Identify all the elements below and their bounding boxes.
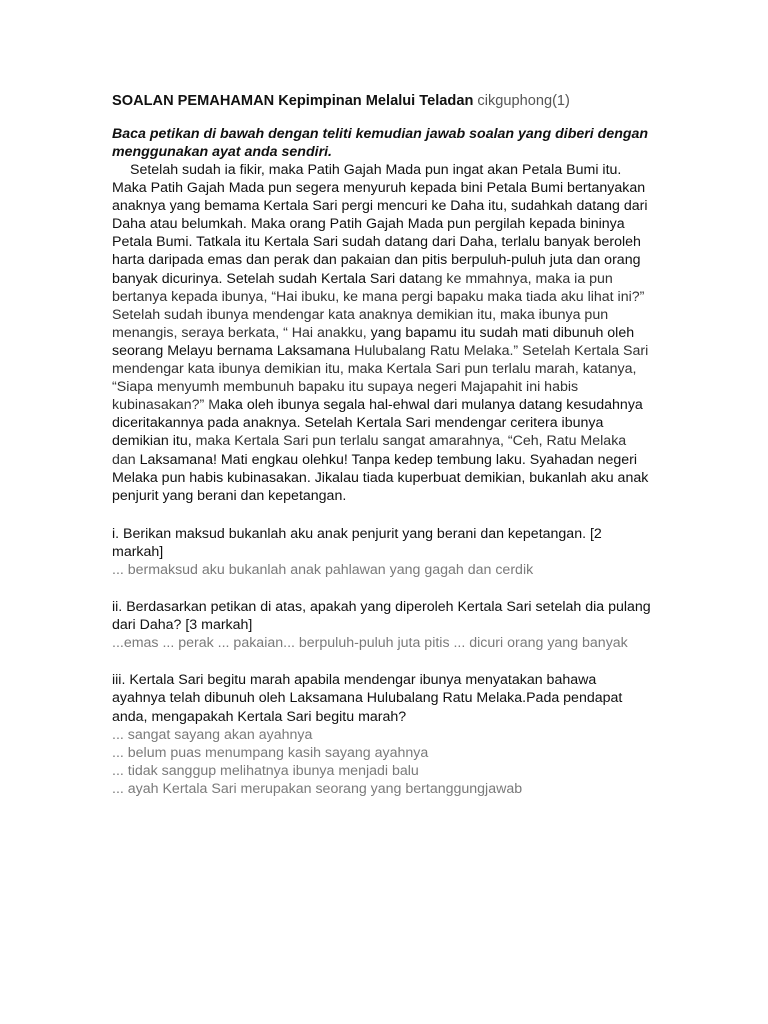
answer-text: ... belum puas menumpang kasih sayang ayahnya <box>112 744 429 761</box>
passage-text <box>112 161 652 505</box>
answer-text: ...emas ... perak ... pakaian... berpuluh-puluh juta pitis ... dicuri orang yang banyak <box>112 635 628 652</box>
instruction-text: Baca petikan di bawah dengan teliti kemudian jawab soalan yang diberi dengan menggunakan ayat anda sendiri. <box>112 126 649 160</box>
answer-text: ... bermaksud aku bukanlah anak pahlawan yang gagah dan cerdik <box>112 561 534 578</box>
passage-part-5: aka oleh ibunya segala hal-ehwal dari mulanya datang kesudahnya diceritakannya pada anaknya. Setelah Kertala Sari mendengar ceritera ibunya demikian itu, <box>112 397 643 450</box>
passage-part-7: Laksamana! Mati engkau olehku! Tanpa kedep tembung laku. Syahadan negeri Melaka pun habis kubinasakan. Jikalau tiada kuperbuat demikian, bukanlah aku anak penjurit yang berani dan kepetangan. <box>112 451 649 504</box>
question-block-2 <box>112 598 652 652</box>
question-text: ii. Berdasarkan petikan di atas, apakah yang diperoleh Kertala Sari setelah dia pulang dari Daha? [3 markah] <box>112 599 651 634</box>
answer-text: ... ayah Kertala Sari merupakan seorang yang bertanggungjawab <box>112 780 523 797</box>
question-text: iii. Kertala Sari begitu marah apabila mendengar ibunya menyatakan bahawa ayahnya telah dibunuh oleh Laksamana Hulubalang Ratu Melaka.Pada pendapat anda, mengapakah Kertala Sari begitu marah? <box>112 672 623 725</box>
passage-part-3: yang bapamu itu sudah mati dibunuh oleh seorang Melayu bernama Laksamana <box>112 324 635 359</box>
question-block-3 <box>112 671 652 798</box>
question-text: i. Berikan maksud bukanlah aku anak penjurit yang berani dan kepetangan. [2 markah] <box>112 525 602 560</box>
passage-part-1: Setelah sudah ia fikir, maka Patih Gajah Mada pun ingat akan Petala Bumi itu. Maka Patih Gajah Mada pun segera menyuruh kepada bini Petala Bumi bertanyakan anaknya yang bemama Kertala Sari pergi mencuri ke Daha itu, sudahkah datang dari Daha atau belumkah. Maka orang Patih Gajah Mada pun pergilah kepada bininya Petala Bumi. Tatkala itu Kertala Sari sudah datang dari Daha, terlalu banyak beroleh harta daripada emas dan perak dan pakaian dan pitis berpuluh-puluh juta dan orang banyak dicurinya. Setelah sudah Kertala Sari dat <box>112 162 648 287</box>
document-content <box>112 91 652 798</box>
answer-text: ... sangat sayang akan ayahnya <box>112 726 313 743</box>
passage-part-4: Hulubalang Ratu Melaka.” Setelah Kertala Sari mendengar kata ibunya demikian itu, maka Kertala Sari pun terlalu marah, katanya, “Siapa menyumh membunuh bapaku itu supaya negeri Majapahit ini habis kubinasakan?” M <box>112 342 649 414</box>
title-tag: cikguphong(1) <box>477 93 570 109</box>
answer-text: ... tidak sanggup melihatnya ibunya menjadi balu <box>112 762 419 779</box>
question-block-1 <box>112 525 652 579</box>
document-title <box>112 91 652 111</box>
title-main: SOALAN PEMAHAMAN Kepimpinan Melalui Teladan <box>112 93 474 109</box>
passage-part-6: maka Kertala Sari pun terlalu sangat amarahnya, “Ceh, Ratu Melaka dan <box>112 433 627 468</box>
passage-part-2: ang ke mmahnya, maka ia pun bertanya kepada ibunya, “Hai ibuku, ke mana pergi bapaku maka tiada aku lihat ini?” Setelah sudah ibunya mendengar kata anaknya demikian itu, maka ibunya pun menangis, seraya berkata, “ Hai anakku, <box>112 270 645 341</box>
